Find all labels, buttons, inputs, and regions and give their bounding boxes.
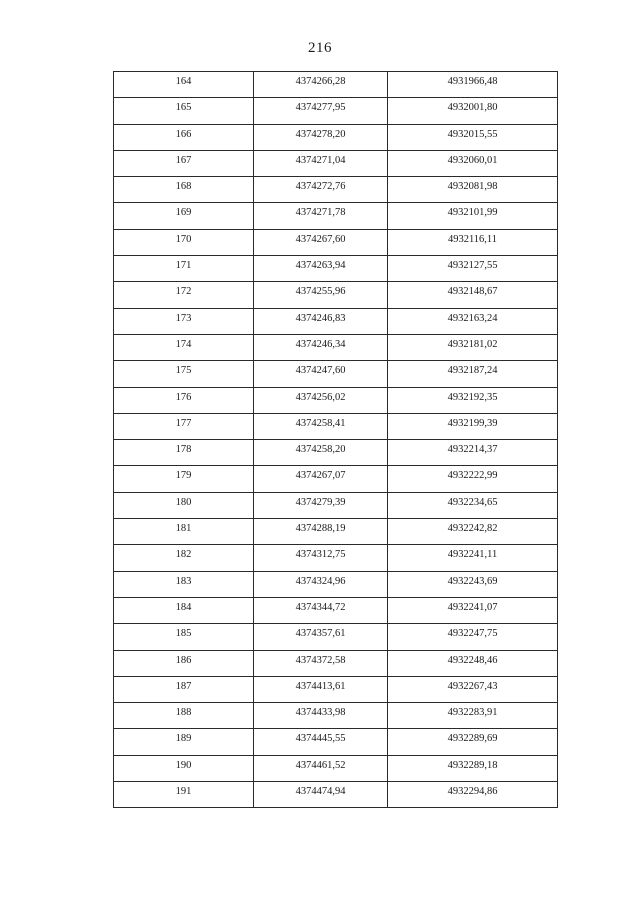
- x-coordinate-cell: 4374372,58: [254, 650, 388, 676]
- point-number-cell: 180: [114, 492, 254, 518]
- x-coordinate-cell: 4374461,52: [254, 755, 388, 781]
- table-row: [114, 440, 558, 466]
- x-coordinate-cell: 4374255,96: [254, 282, 388, 308]
- y-coordinate-cell: 4932001,80: [388, 98, 558, 124]
- table-row: [114, 597, 558, 623]
- table-row: [114, 229, 558, 255]
- x-coordinate-cell: 4374272,76: [254, 177, 388, 203]
- x-coordinate-cell: 4374474,94: [254, 782, 388, 808]
- x-coordinate-cell: 4374271,04: [254, 150, 388, 176]
- y-coordinate-cell: 4932234,65: [388, 492, 558, 518]
- table-row: [114, 624, 558, 650]
- y-coordinate-cell: 4932199,39: [388, 413, 558, 439]
- point-number-cell: 171: [114, 256, 254, 282]
- x-coordinate-cell: 4374263,94: [254, 256, 388, 282]
- y-coordinate-cell: 4932267,43: [388, 676, 558, 702]
- y-coordinate-cell: 4932060,01: [388, 150, 558, 176]
- table-row: [114, 571, 558, 597]
- point-number-cell: 189: [114, 729, 254, 755]
- table-row: [114, 203, 558, 229]
- point-number-cell: 179: [114, 466, 254, 492]
- y-coordinate-cell: 4932222,99: [388, 466, 558, 492]
- x-coordinate-cell: 4374433,98: [254, 703, 388, 729]
- table-row: [114, 150, 558, 176]
- point-number-cell: 168: [114, 177, 254, 203]
- x-coordinate-cell: 4374247,60: [254, 361, 388, 387]
- y-coordinate-cell: 4932015,55: [388, 124, 558, 150]
- y-coordinate-cell: 4932116,11: [388, 229, 558, 255]
- y-coordinate-cell: 4932163,24: [388, 308, 558, 334]
- point-number-cell: 167: [114, 150, 254, 176]
- y-coordinate-cell: 4932081,98: [388, 177, 558, 203]
- point-number-cell: 174: [114, 334, 254, 360]
- y-coordinate-cell: 4932148,67: [388, 282, 558, 308]
- point-number-cell: 173: [114, 308, 254, 334]
- point-number-cell: 188: [114, 703, 254, 729]
- y-coordinate-cell: 4931966,48: [388, 72, 558, 98]
- table-row: [114, 650, 558, 676]
- point-number-cell: 164: [114, 72, 254, 98]
- table-row: [114, 334, 558, 360]
- y-coordinate-cell: 4932214,37: [388, 440, 558, 466]
- x-coordinate-cell: 4374266,28: [254, 72, 388, 98]
- x-coordinate-cell: 4374445,55: [254, 729, 388, 755]
- table-row: [114, 361, 558, 387]
- y-coordinate-cell: 4932187,24: [388, 361, 558, 387]
- table-row: [114, 703, 558, 729]
- table-row: [114, 256, 558, 282]
- y-coordinate-cell: 4932127,55: [388, 256, 558, 282]
- x-coordinate-cell: 4374271,78: [254, 203, 388, 229]
- point-number-cell: 191: [114, 782, 254, 808]
- y-coordinate-cell: 4932243,69: [388, 571, 558, 597]
- table-row: [114, 492, 558, 518]
- table-row: [114, 387, 558, 413]
- table-row: [114, 98, 558, 124]
- x-coordinate-cell: 4374278,20: [254, 124, 388, 150]
- y-coordinate-cell: 4932241,11: [388, 545, 558, 571]
- y-coordinate-cell: 4932247,75: [388, 624, 558, 650]
- coordinates-table-body: [114, 72, 558, 808]
- table-row: [114, 124, 558, 150]
- table-row: [114, 755, 558, 781]
- point-number-cell: 190: [114, 755, 254, 781]
- x-coordinate-cell: 4374279,39: [254, 492, 388, 518]
- y-coordinate-cell: 4932294,86: [388, 782, 558, 808]
- y-coordinate-cell: 4932289,18: [388, 755, 558, 781]
- point-number-cell: 165: [114, 98, 254, 124]
- y-coordinate-cell: 4932192,35: [388, 387, 558, 413]
- x-coordinate-cell: 4374258,41: [254, 413, 388, 439]
- table-row: [114, 72, 558, 98]
- point-number-cell: 182: [114, 545, 254, 571]
- x-coordinate-cell: 4374324,96: [254, 571, 388, 597]
- x-coordinate-cell: 4374267,07: [254, 466, 388, 492]
- x-coordinate-cell: 4374246,34: [254, 334, 388, 360]
- y-coordinate-cell: 4932181,02: [388, 334, 558, 360]
- x-coordinate-cell: 4374344,72: [254, 597, 388, 623]
- x-coordinate-cell: 4374288,19: [254, 519, 388, 545]
- point-number-cell: 175: [114, 361, 254, 387]
- y-coordinate-cell: 4932283,91: [388, 703, 558, 729]
- table-row: [114, 466, 558, 492]
- table-row: [114, 308, 558, 334]
- x-coordinate-cell: 4374413,61: [254, 676, 388, 702]
- y-coordinate-cell: 4932248,46: [388, 650, 558, 676]
- coordinates-table: [113, 71, 558, 808]
- point-number-cell: 185: [114, 624, 254, 650]
- x-coordinate-cell: 4374246,83: [254, 308, 388, 334]
- table-row: [114, 545, 558, 571]
- page-number: 216: [308, 40, 332, 56]
- table-row: [114, 413, 558, 439]
- point-number-cell: 172: [114, 282, 254, 308]
- table-row: [114, 519, 558, 545]
- table-row: [114, 782, 558, 808]
- x-coordinate-cell: 4374277,95: [254, 98, 388, 124]
- point-number-cell: 186: [114, 650, 254, 676]
- point-number-cell: 166: [114, 124, 254, 150]
- point-number-cell: 176: [114, 387, 254, 413]
- x-coordinate-cell: 4374258,20: [254, 440, 388, 466]
- point-number-cell: 177: [114, 413, 254, 439]
- x-coordinate-cell: 4374256,02: [254, 387, 388, 413]
- y-coordinate-cell: 4932242,82: [388, 519, 558, 545]
- y-coordinate-cell: 4932101,99: [388, 203, 558, 229]
- x-coordinate-cell: 4374312,75: [254, 545, 388, 571]
- point-number-cell: 187: [114, 676, 254, 702]
- table-row: [114, 177, 558, 203]
- point-number-cell: 181: [114, 519, 254, 545]
- point-number-cell: 183: [114, 571, 254, 597]
- table-row: [114, 729, 558, 755]
- y-coordinate-cell: 4932289,69: [388, 729, 558, 755]
- point-number-cell: 170: [114, 229, 254, 255]
- point-number-cell: 169: [114, 203, 254, 229]
- x-coordinate-cell: 4374357,61: [254, 624, 388, 650]
- table-row: [114, 676, 558, 702]
- y-coordinate-cell: 4932241,07: [388, 597, 558, 623]
- point-number-cell: 178: [114, 440, 254, 466]
- table-row: [114, 282, 558, 308]
- point-number-cell: 184: [114, 597, 254, 623]
- x-coordinate-cell: 4374267,60: [254, 229, 388, 255]
